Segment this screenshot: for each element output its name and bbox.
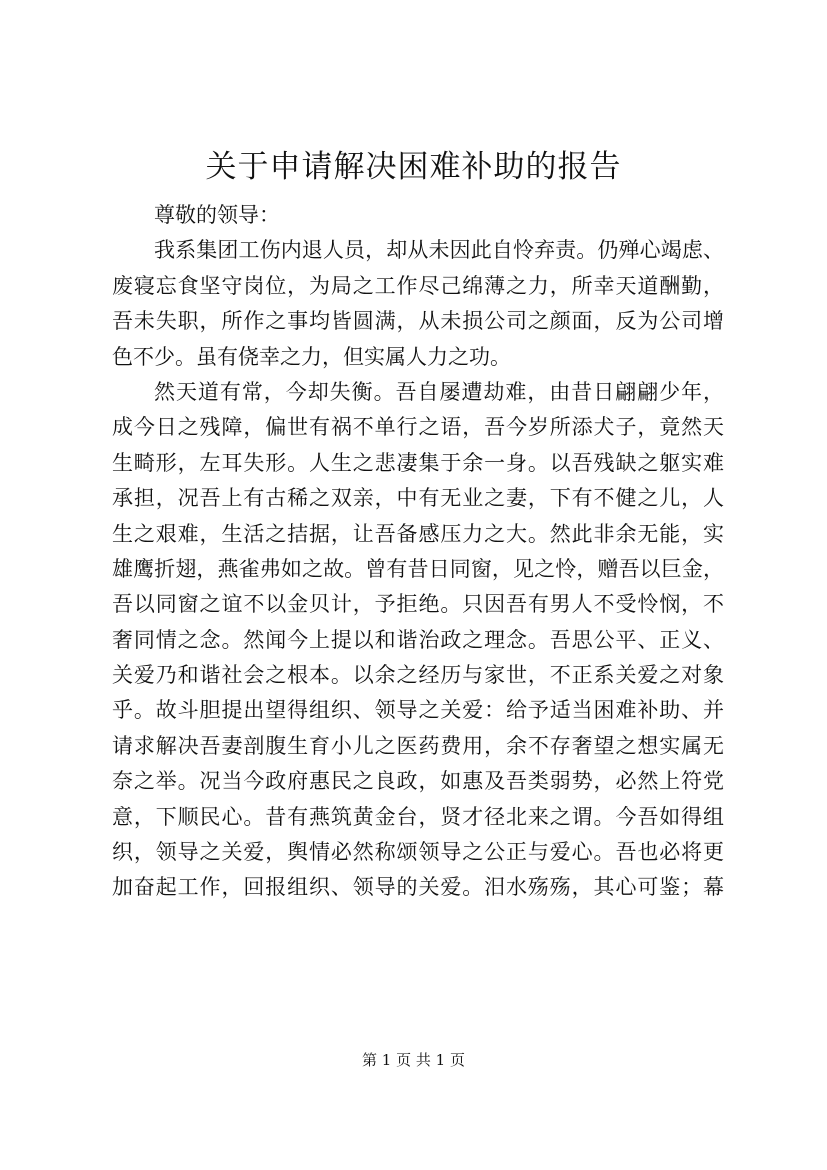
body-line: 意，下顺民心。昔有燕筑黄金台，贤才径北来之谓。今吾如得组 — [112, 804, 724, 829]
body-line: 生畸形，左耳失形。人生之悲凄集于余一身。以吾残缺之躯实难 — [112, 450, 724, 475]
body-line: 生之艰难，生活之拮据，让吾备感压力之大。然此非余无能，实 — [112, 521, 724, 546]
salutation-line: 尊敬的领导： — [154, 203, 280, 227]
body-line: 乎。故斗胆提出望得组织、领导之关爱：给予适当困难补助、并 — [112, 698, 724, 723]
body-line: 废寝忘食坚守岗位，为局之工作尽己绵薄之力，所幸天道酬勤， — [112, 273, 724, 298]
body-line: 雄鹰折翅，燕雀弗如之故。曾有昔日同窗，见之怜，赠吾以巨金， — [112, 556, 724, 581]
body-line: 我系集团工伤内退人员，却从未因此自怜弃责。仍殚心竭虑、 — [154, 238, 724, 263]
body-line: 然天道有常，今却失衡。吾自屡遭劫难，由昔日翩翩少年， — [154, 379, 724, 404]
document-body — [112, 198, 724, 906]
body-line: 奈之举。况当今政府惠民之良政，如惠及吾类弱势，必然上符党 — [112, 769, 724, 794]
body-line: 吾未失职，所作之事均皆圆满，从未损公司之颜面，反为公司增 — [112, 309, 724, 334]
body-line: 奢同情之念。然闻今上提以和谐治政之理念。吾思公平、正义、 — [112, 627, 724, 652]
body-line: 成今日之残障，偏世有祸不单行之语，吾今岁所添犬子，竟然天 — [112, 415, 724, 440]
body-line: 请求解决吾妻剖腹生育小儿之医药费用，余不存奢望之想实属无 — [112, 733, 724, 758]
body-line: 承担，况吾上有古稀之双亲，中有无业之妻，下有不健之儿，人 — [112, 486, 724, 511]
body-line: 织，领导之关爱，舆情必然称颂领导之公正与爱心。吾也必将更 — [112, 840, 724, 865]
page-footer: 第 1 页 共 1 页 — [362, 1051, 465, 1069]
body-line: 加奋起工作，回报组织、领导的关爱。汨水殇殇，其心可鉴；幕 — [112, 875, 724, 900]
document-title: 关于申请解决困难补助的报告 — [205, 149, 622, 185]
body-line: 关爱乃和谐社会之根本。以余之经历与家世，不正系关爱之对象 — [112, 663, 724, 688]
body-line: 吾以同窗之谊不以金贝计，予拒绝。只因吾有男人不受怜悯，不 — [112, 592, 724, 617]
body-line: 色不少。虽有侥幸之力，但实属人力之功。 — [112, 344, 511, 369]
